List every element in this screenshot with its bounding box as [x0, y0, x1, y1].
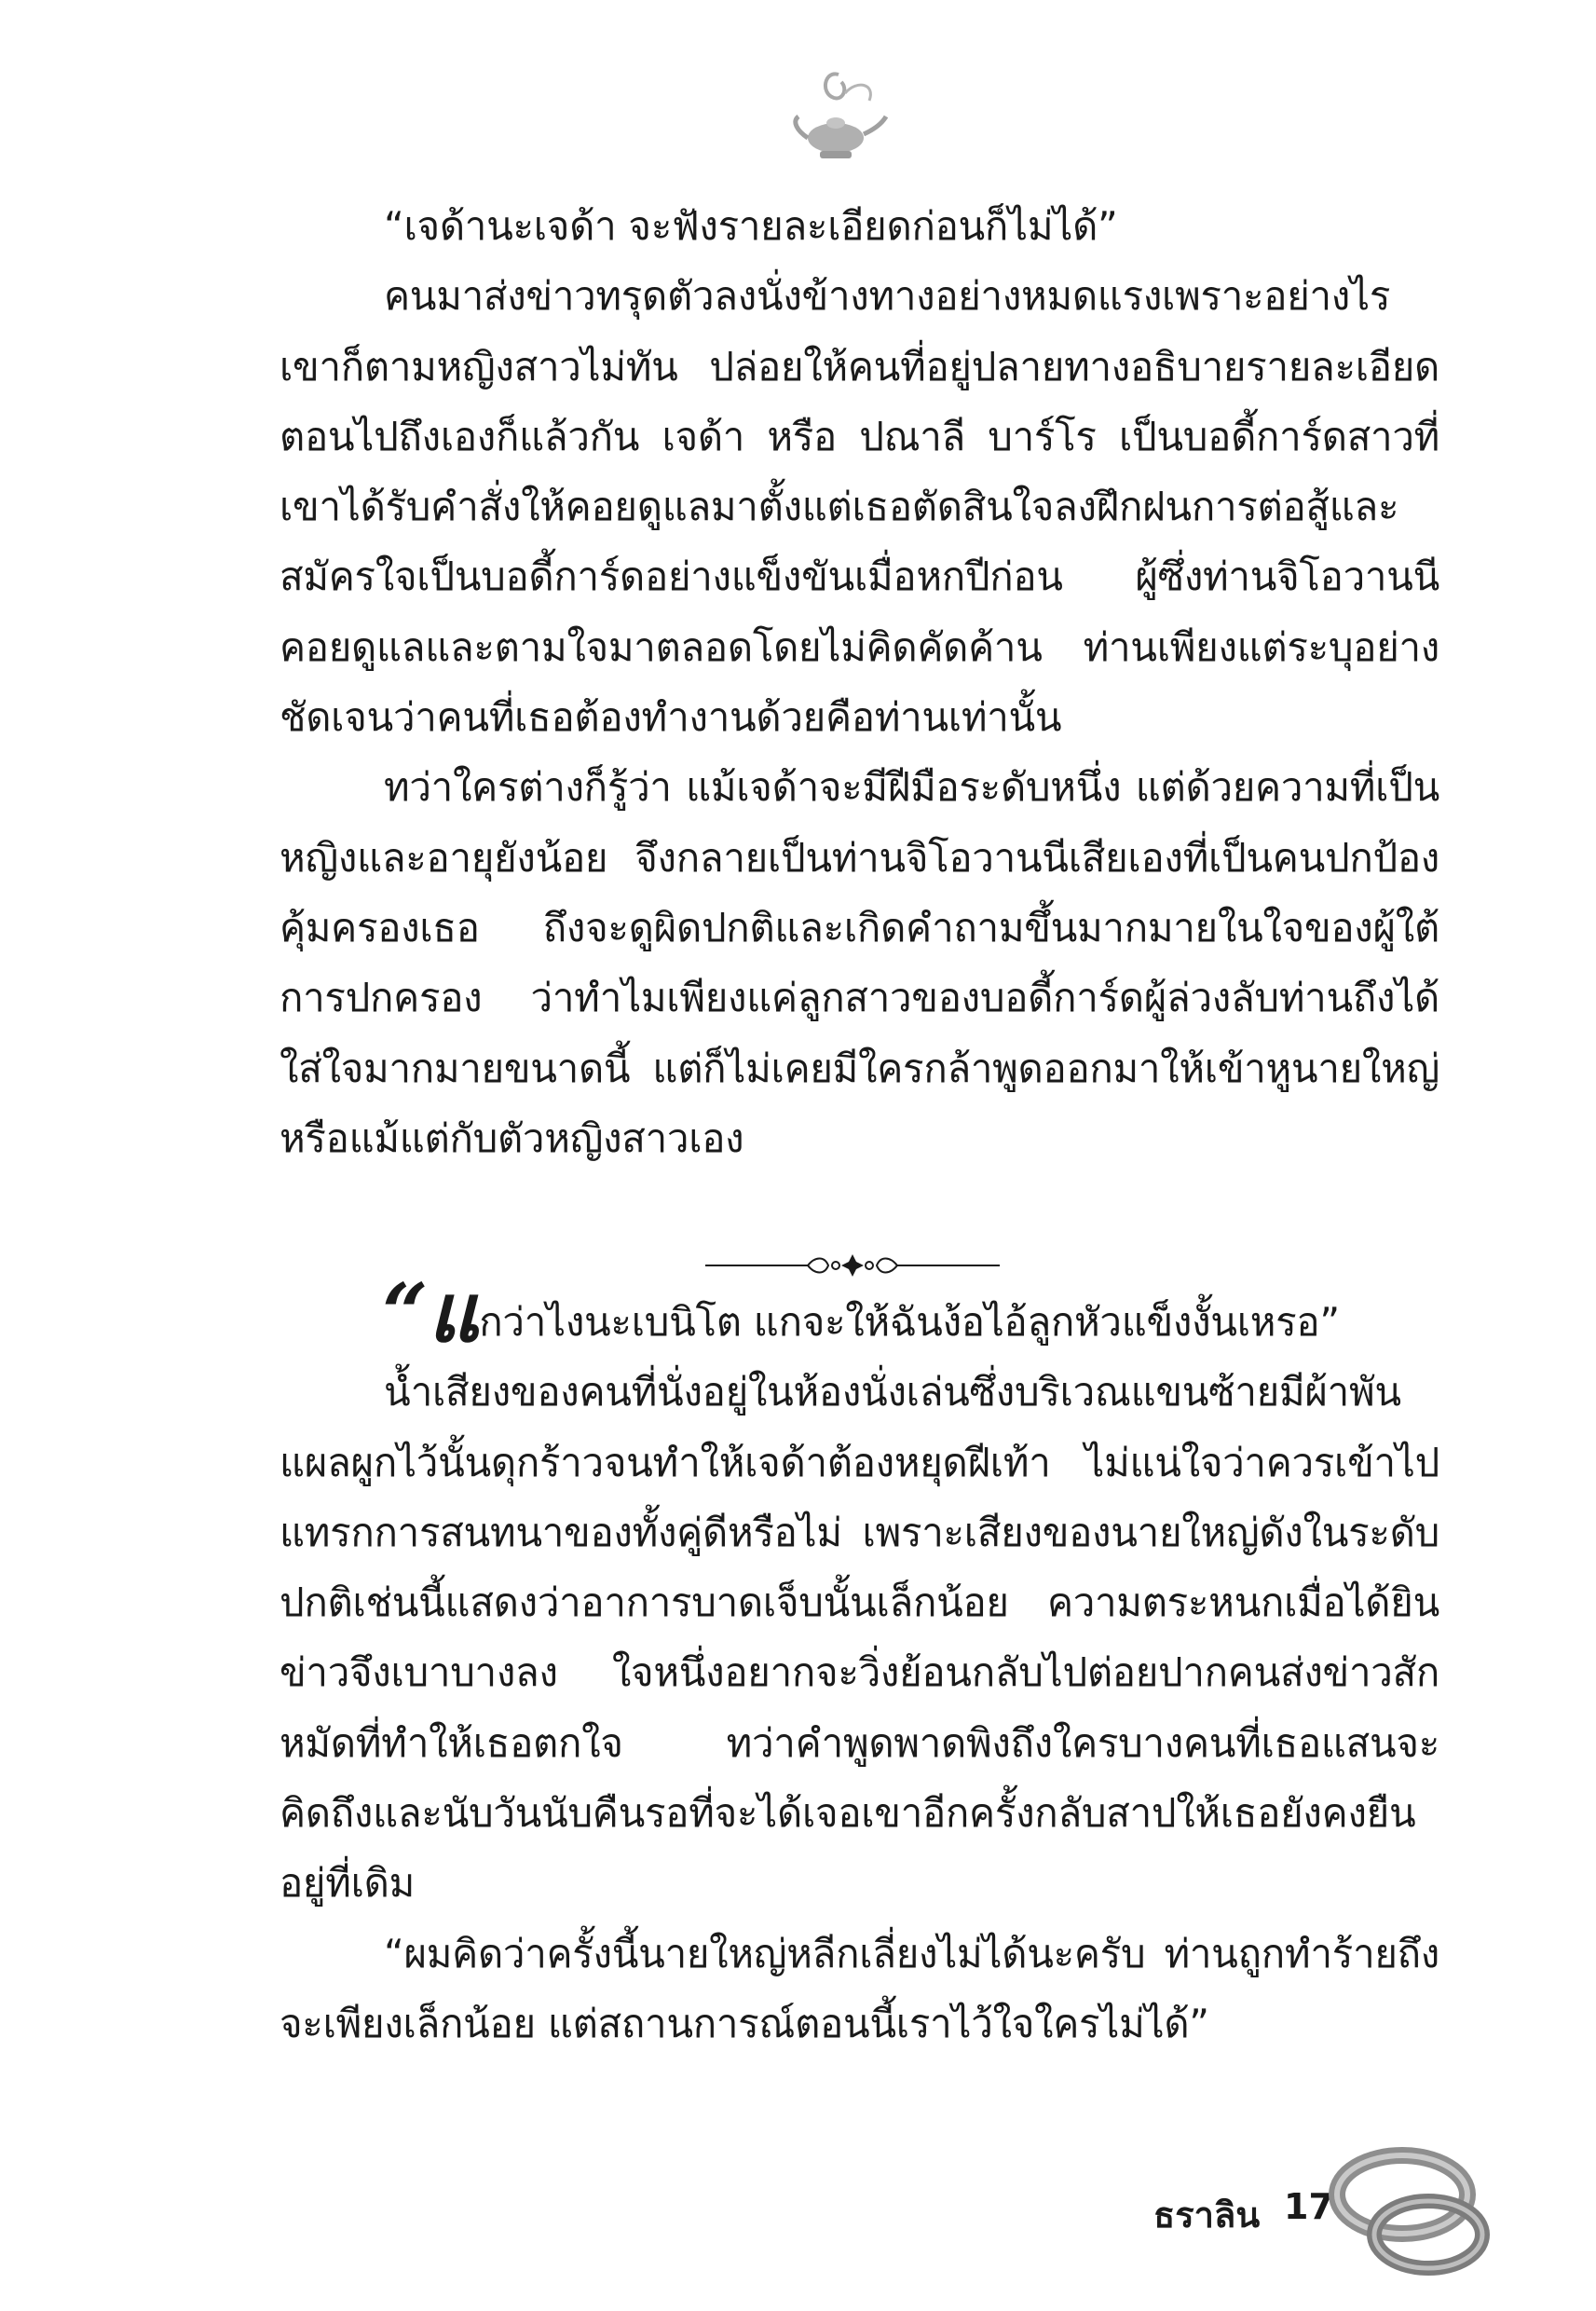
paragraph-2: คนมาส่งข่าวทรุดตัวลงนั่งข้างทางอย่างหมดแรงเพราะอย่างไรเขาก็ตามหญิงสาวไม่ทัน ปล่อยให้คนที่อยู่ปลายทางอธิบายรายละเอียดตอนไปถึงเองก็แล้วกัน เจด้า หรือ ปณาลี บาร์โร เป็นบอดี้การ์ดสาวที่เขาได้รับคำสั่งให้คอยดูแลมาตั้งแต่เธอตัดสินใจลงฝึกฝนการต่อสู้และสมัครใจเป็นบอดี้การ์ดอย่างแข็งขันเมื่อหกปีก่อน ผู้ซึ่งท่านจิโอวานนีคอยดูแลและตามใจมาตลอดโดยไม่คิดคัดค้าน ท่านเพียงแต่ระบุอย่างชัดเจนว่าคนที่เธอต้องทำงานด้วยคือท่านเท่านั้น: [280, 273, 1439, 741]
body-text-bottom: [280, 1266, 1439, 2058]
genie-lamp-icon: [787, 65, 890, 177]
rings-icon: [1328, 2143, 1491, 2283]
paragraph-3: ทว่าใครต่างก็รู้ว่า แม้เจด้าจะมีฝีมือระดับหนึ่ง แต่ด้วยความที่เป็นหญิงและอายุยังน้อย จึงกลายเป็นท่านจิโอวานนีเสียเองที่เป็นคนปกป้องคุ้มครองเธอ ถึงจะดูผิดปกติและเกิดคำถามขึ้นมากมายในใจของผู้ใต้การปกครอง ว่าทำไมเพียงแค่ลูกสาวของบอดี้การ์ดผู้ล่วงลับท่านถึงได้ใส่ใจมากมายขนาดนี้ แต่ก็ไม่เคยมีใครกล้าพูดออกมาให้เข้าหูนายใหญ่หรือแม้แต่กับตัวหญิงสาวเอง: [280, 764, 1439, 1161]
body-text-top: [280, 191, 1439, 1173]
drop-cap: “แ: [382, 1266, 480, 1361]
paragraph-5: “ผมคิดว่าครั้งนี้นายใหญ่หลีกเลี่ยงไม่ได้นะครับ ท่านถูกทำร้ายถึงจะเพียงเล็กน้อย แต่สถานการณ์ตอนนี้เราไว้ใจใครไม่ได้”: [280, 1930, 1439, 2046]
opening-line-text: กว่าไงนะเบนิโต แกจะให้ฉันง้อไอ้ลูกหัวแข็งงั้นเหรอ”: [479, 1299, 1340, 1345]
opening-line: [280, 1266, 1439, 1361]
paragraph-1: “เจด้านะเจด้า จะฟังรายละเอียดก่อนก็ไม่ได้”: [384, 203, 1118, 249]
section-divider-ornament: [703, 1247, 1002, 1284]
page-number: 17: [1284, 2186, 1333, 2227]
paragraph-4: น้ำเสียงของคนที่นั่งอยู่ในห้องนั่งเล่นซึ่งบริเวณแขนซ้ายมีผ้าพันแผลผูกไว้นั้นดุกร้าวจนทำให้เจด้าต้องหยุดฝีเท้า ไม่แน่ใจว่าควรเข้าไปแทรกการสนทนาของทั้งคู่ดีหรือไม่ เพราะเสียงของนายใหญ่ดังในระดับปกติเช่นนี้แสดงว่าอาการบาดเจ็บนั้นเล็กน้อย ความตระหนกเมื่อได้ยินข่าวจึงเบาบางลง ใจหนึ่งอยากจะวิ่งย้อนกลับไปต่อยปากคนส่งข่าวสักหมัดที่ทำให้เธอตกใจ ทว่าคำพูดพาดพิงถึงใครบางคนที่เธอแสนจะคิดถึงและนับวันนับคืนรอที่จะได้เจอเขาอีกครั้งกลับสาปให้เธอยังคงยืนอยู่ที่เดิม: [280, 1369, 1439, 1907]
footer-author: ธราลิน: [1153, 2195, 1261, 2236]
